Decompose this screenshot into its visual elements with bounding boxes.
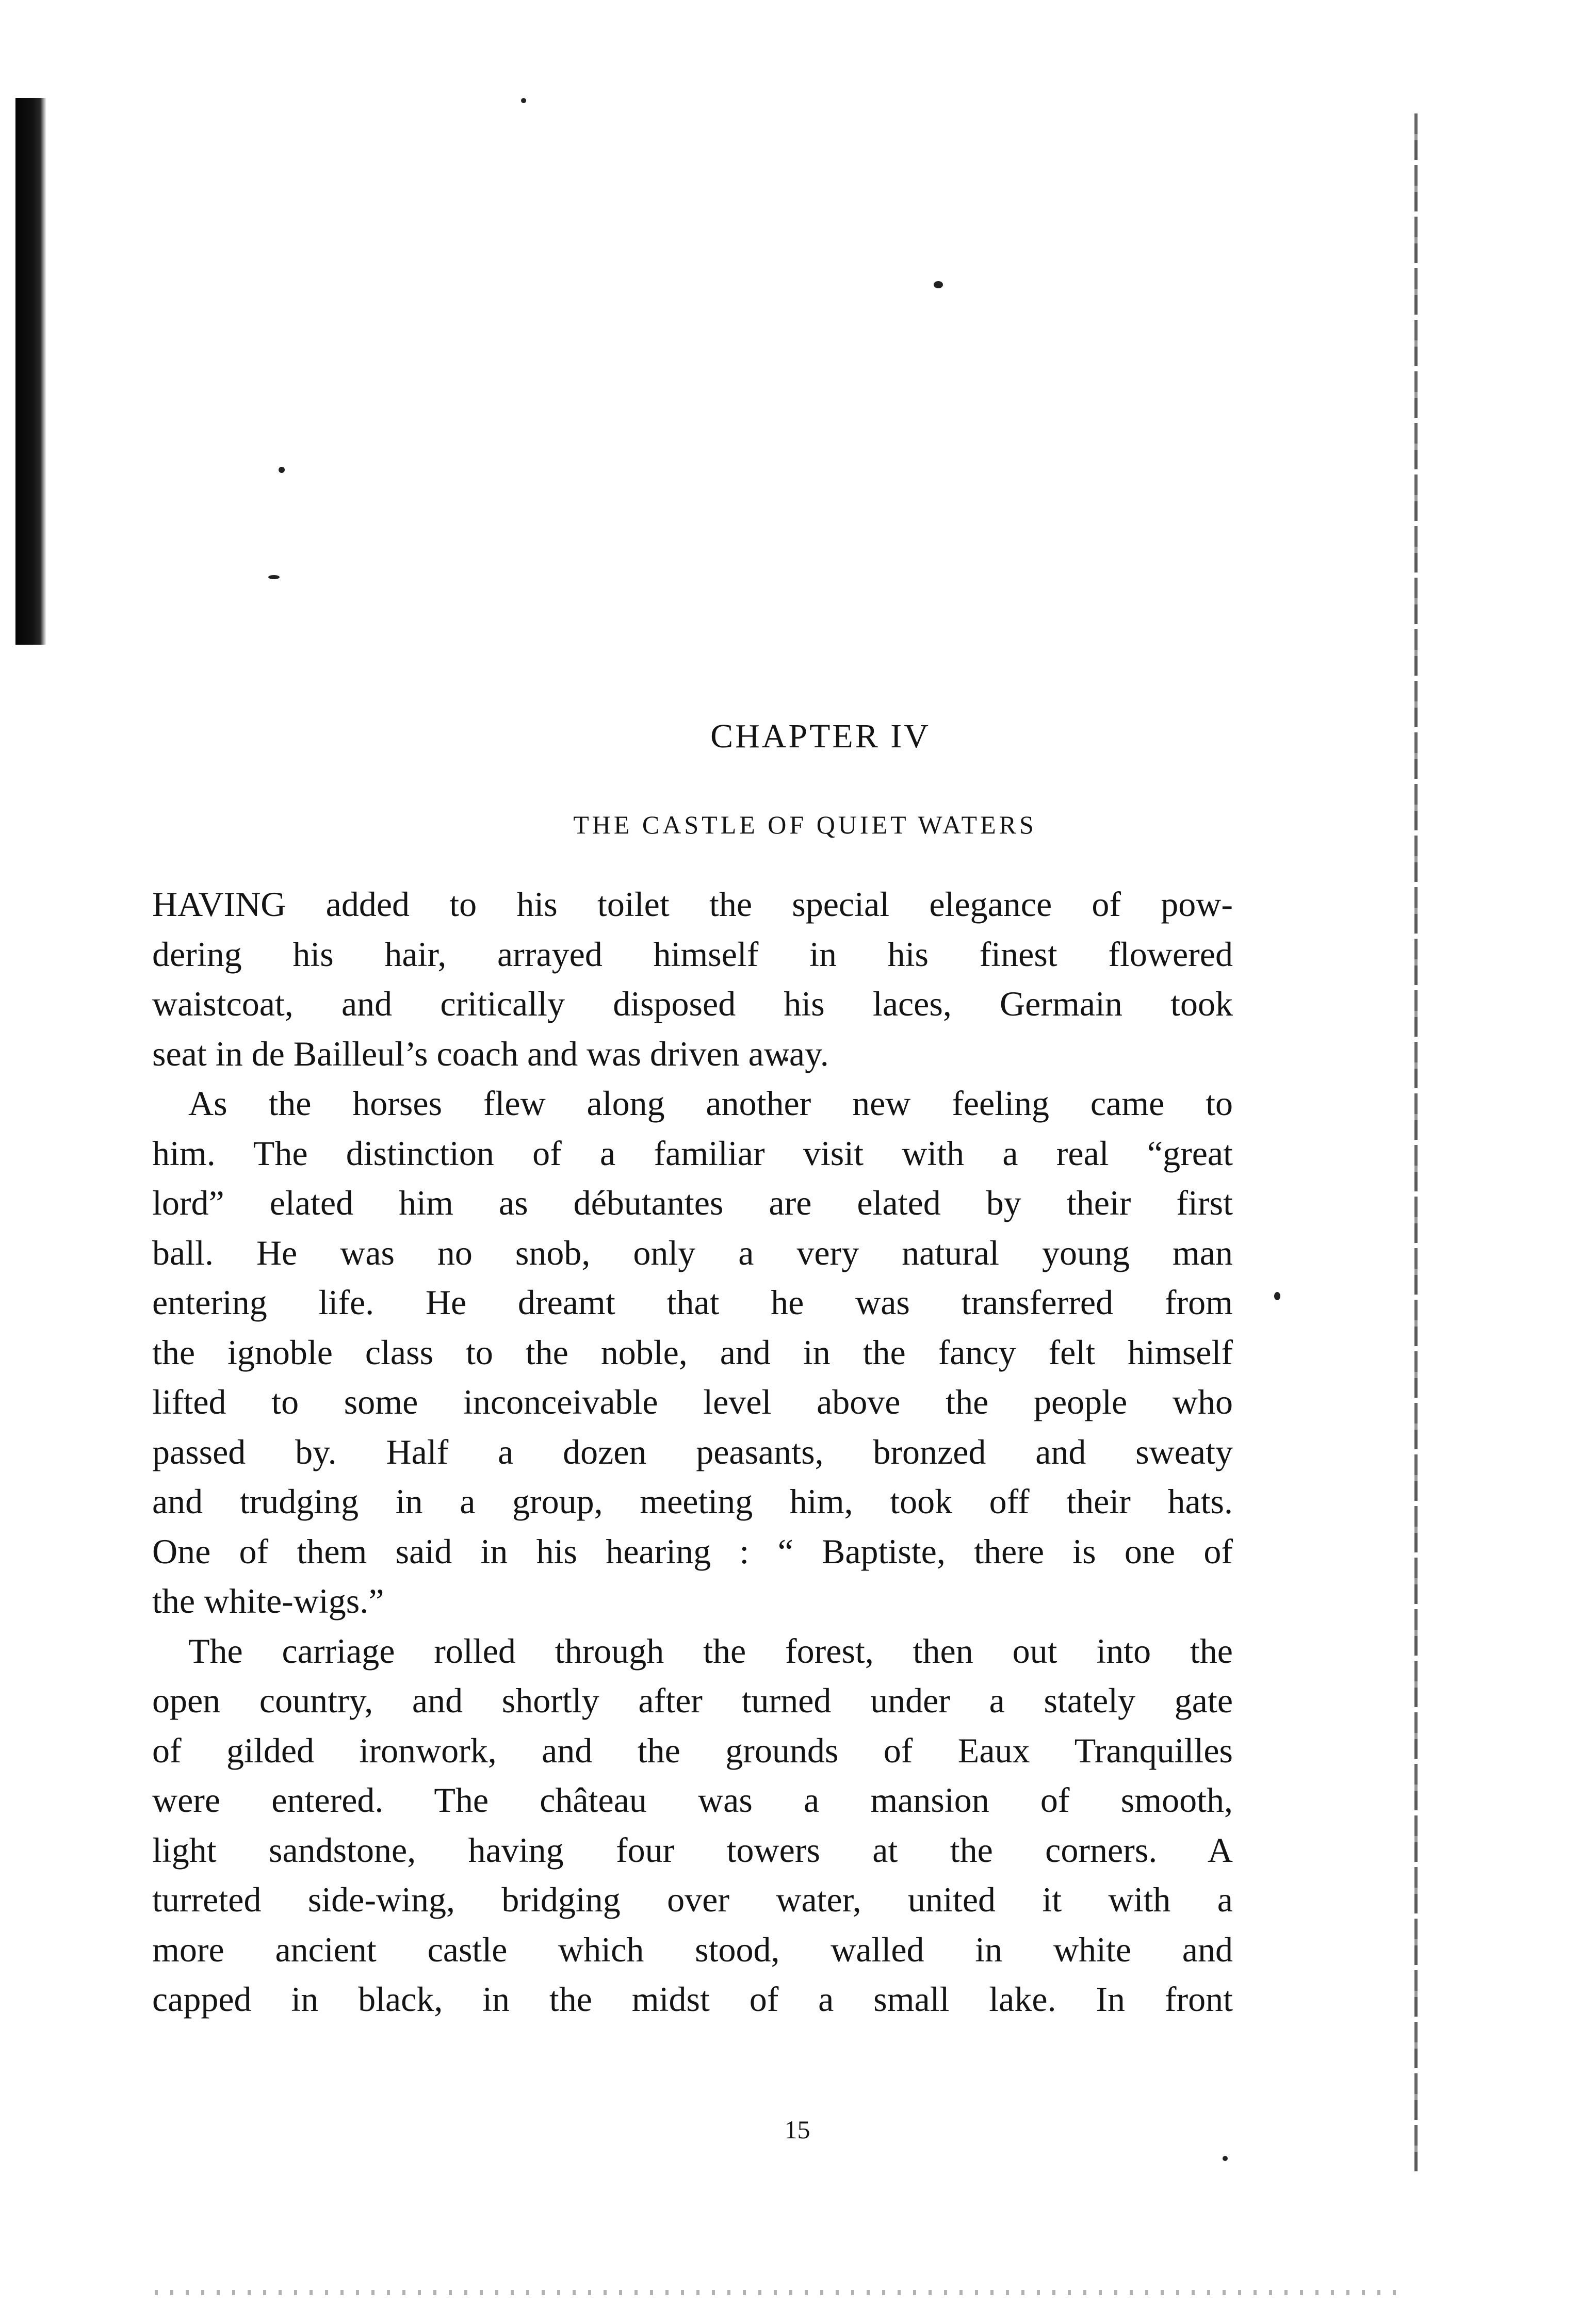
text-line: capped in black, in the midst of a small lake. In front: [152, 1979, 1233, 2019]
text-line: passed by. Half a dozen peasants, bronzed and sweaty: [152, 1432, 1233, 1471]
scan-speck: [934, 281, 943, 288]
text-line: One of them said in his hearing : “ Baptiste, there is one of: [152, 1531, 1233, 1571]
text-line: of gilded ironwork, and the grounds of Eaux Tranquilles: [152, 1730, 1233, 1770]
text-line: turreted side-wing, bridging over water, united it with a: [152, 1880, 1233, 1919]
text-line: light sandstone, having four towers at the corners. A: [152, 1830, 1233, 1870]
text-line: ball. He was no snob, only a very natural young man: [152, 1233, 1233, 1272]
scan-speck: [1274, 1292, 1280, 1300]
text-line: more ancient castle which stood, walled in white and: [152, 1929, 1233, 1969]
scan-noise: [155, 2290, 1403, 2295]
text-line: open country, and shortly after turned under a stately gate: [152, 1681, 1233, 1720]
text-line: The carriage rolled through the forest, then out into the: [188, 1631, 1233, 1671]
text-line: the ignoble class to the noble, and in the fancy felt himself: [152, 1332, 1233, 1372]
text-line: As the horses flew along another new feeling came to: [188, 1084, 1233, 1123]
page-number: 15: [784, 2115, 810, 2144]
text-line: lifted to some inconceivable level above the people who: [152, 1382, 1233, 1421]
text-line: seat in de Bailleul’s coach and was driven away.: [152, 1034, 829, 1073]
text-line: waistcoat, and critically disposed his laces, Germain took: [152, 984, 1233, 1023]
scan-speck: [1223, 2156, 1228, 2161]
binding-shadow: [15, 98, 46, 645]
text-line: and trudging in a group, meeting him, took off their hats.: [152, 1482, 1233, 1521]
text-line: dering his hair, arrayed himself in his finest flowered: [152, 934, 1233, 974]
text-line: entering life. He dreamt that he was transferred from: [152, 1283, 1233, 1322]
text-line: lord” elated him as débutantes are elated by their first: [152, 1183, 1233, 1222]
scan-speck: [521, 98, 526, 103]
chapter-heading: CHAPTER IV: [710, 717, 931, 755]
scan-speck: [279, 467, 285, 473]
chapter-title: THE CASTLE OF QUIET WATERS: [573, 810, 1037, 839]
scan-speck: [268, 575, 280, 579]
text-line: the white-wigs.”: [152, 1581, 384, 1621]
page-edge-shadow: [1414, 113, 1418, 2176]
text-line: him. The distinction of a familiar visit with a real “great: [152, 1133, 1233, 1173]
text-line: were entered. The château was a mansion of smooth,: [152, 1780, 1233, 1820]
body-text: [152, 879, 1233, 2024]
text-line: HAVING added to his toilet the special elegance of pow-: [152, 885, 1233, 924]
